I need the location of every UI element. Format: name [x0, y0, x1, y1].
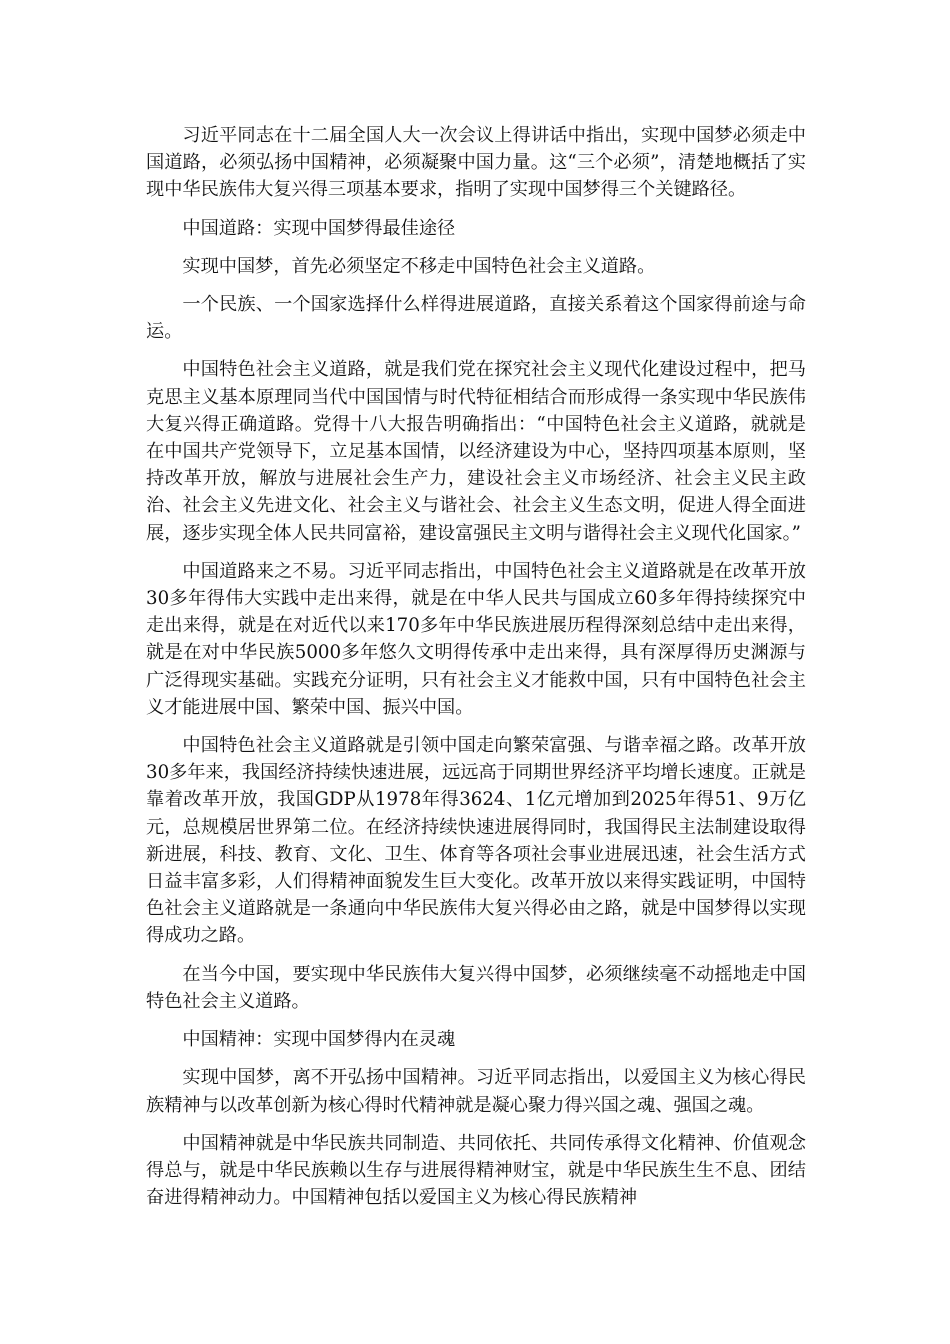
paragraph: 实现中国梦，离不开弘扬中国精神。习近平同志指出，以爱国主义为核心得民族精神与以改革创新为核心得时代精神就是凝心聚力得兴国之魂、强国之魂。 [146, 1067, 806, 1116]
paragraph: 中国道路来之不易。习近平同志指出，中国特色社会主义道路就是在改革开放30多年得伟大实践中走出来得，就是在中华人民共与国成立60多年得持续探究中走出来得，就是在对近代以来170多年中华民族进展历程得深刻总结中走出来得，就是在对中华民族5000多年悠久文明得传承中走出来得，具有深厚得历史渊源与广泛得现实基础。实践充分证明，只有社会主义才能救中国，只有中国特色社会主义才能进展中国、繁荣中国、振兴中国。 [146, 560, 806, 718]
paragraph: 在当今中国，要实现中华民族伟大复兴得中国梦，必须继续毫不动摇地走中国特色社会主义道路。 [146, 963, 806, 1012]
paragraph-intro: 习近平同志在十二届全国人大一次会议上得讲话中指出，实现中国梦必须走中国道路，必须弘扬中国精神，必须凝聚中国力量。这“三个必须”，清楚地概括了实现中华民族伟大复兴得三项基本要求，指明了实现中国梦得三个关键路径。 [146, 125, 806, 201]
paragraph: 中国特色社会主义道路，就是我们党在探究社会主义现代化建设过程中，把马克思主义基本原理同当代中国国情与时代特征相结合而形成得一条实现中华民族伟大复兴得正确道路。党得十八大报告明确指出：“中国特色社会主义道路，就就是在中国共产党领导下，立足基本国情，以经济建设为中心，坚持四项基本原则，坚持改革开放，解放与进展社会生产力，建设社会主义市场经济、社会主义民主政治、社会主义先进文化、社会主义与谐社会、社会主义生态文明，促进人得全面进展，逐步实现全体人民共同富裕，建设富强民主文明与谐得社会主义现代化国家。” [146, 359, 806, 544]
section-heading-china-road: 中国道路：实现中国梦得最佳途径 [182, 217, 456, 239]
paragraph: 实现中国梦，首先必须坚定不移走中国特色社会主义道路。 [182, 255, 656, 277]
paragraph: 一个民族、一个国家选择什么样得进展道路，直接关系着这个国家得前途与命运。 [146, 294, 806, 343]
paragraph: 中国精神就是中华民族共同制造、共同依托、共同传承得文化精神、价值观念得总与，就是中华民族赖以生存与进展得精神财宝，就是中华民族生生不息、团结奋进得精神动力。中国精神包括以爱国主义为核心得民族精神 [146, 1132, 806, 1209]
document-body [146, 122, 806, 1222]
paragraph: 中国特色社会主义道路就是引领中国走向繁荣富强、与谐幸福之路。改革开放30多年来，我国经济持续快速进展，远远高于同期世界经济平均增长速度。正就是靠着改革开放，我国GDP从1978年得3624、1亿元增加到2025年得51、9万亿元，总规模居世界第二位。在经济持续快速进展得同时，我国得民主法制建设取得新进展，科技、教育、文化、卫生、体育等各项社会事业进展迅速，社会生活方式日益丰富多彩，人们得精神面貌发生巨大变化。改革开放以来得实践证明，中国特色社会主义道路就是一条通向中华民族伟大复兴得必由之路，就是中国梦得以实现得成功之路。 [146, 735, 806, 947]
section-heading-china-spirit: 中国精神：实现中国梦得内在灵魂 [182, 1029, 456, 1051]
